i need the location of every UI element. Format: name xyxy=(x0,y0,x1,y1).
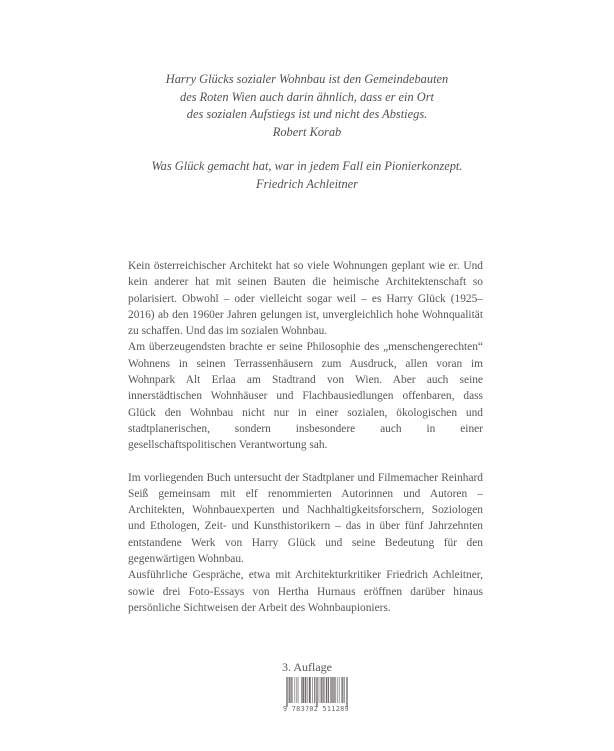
barcode-bar xyxy=(303,677,304,703)
barcode-bar xyxy=(312,677,313,703)
quote-author: Friedrich Achleitner xyxy=(256,176,358,191)
barcode-bar xyxy=(330,677,331,703)
barcode-bar xyxy=(304,677,305,703)
barcode-bar xyxy=(332,677,333,703)
barcode-bar xyxy=(324,677,325,703)
quote-line: Was Glück gemacht hat, war in jedem Fall ein Pionierkonzept. xyxy=(151,159,463,173)
barcode-bar xyxy=(289,677,290,703)
barcode-bar xyxy=(346,677,347,707)
epigraph-quotes xyxy=(0,71,614,193)
barcode-bar xyxy=(323,677,324,703)
barcode-bar xyxy=(309,677,310,703)
blurb-text xyxy=(128,258,483,616)
barcode-bar xyxy=(321,677,322,703)
barcode-bar xyxy=(331,677,332,703)
barcode-bar xyxy=(333,677,334,703)
barcode-bar xyxy=(316,677,317,707)
barcode-bar xyxy=(314,677,315,703)
barcode-bar xyxy=(335,677,336,703)
blurb-paragraph: Kein österreichischer Architekt hat so viele Wohnungen geplant wie er. Und kein anderer hat mit seinen Bauten die heimische Architektenschaft so polarisiert. Obwohl – oder vielleicht sogar weil – es Harry Glück (1925–2016) ab den 1960er Jahren gelungen ist, unvergleichlich hohe Wohnqualität zu schaffen. Und das im sozialen Wohnbau. xyxy=(128,260,483,338)
barcode-bar xyxy=(334,677,335,703)
barcode-bar xyxy=(289,677,290,703)
blurb-paragraph: Im vorliegenden Buch untersucht der Stadtplaner und Filmemacher Reinhard Seiß gemeinsam mit elf renommierten Autorinnen und Autoren – Architekten, Wohnbauexperten und Nachhaltigkeitsforschern, Soziologen und Ethologen, Zeit- und Kunsthistorikern – das in über fünf Jahrzehnten entstandene Werk von Harry Glück und seine Bedeutung für den gegenwärtigen Wohnbau. xyxy=(128,471,483,566)
barcode-bar xyxy=(309,677,310,703)
barcode-bar xyxy=(291,677,292,703)
quote-korab xyxy=(0,71,614,141)
barcode-bar xyxy=(347,677,348,707)
barcode-bar xyxy=(305,677,306,703)
barcode-bar xyxy=(290,677,291,703)
barcode-bar xyxy=(328,677,329,703)
quote-line: des Roten Wien auch darin ähnlich, dass er ein Ort xyxy=(180,89,434,104)
barcode-bar xyxy=(287,677,288,707)
barcode-bar xyxy=(292,677,293,703)
quote-line: des sozialen Aufstiegs ist und nicht des Abstiegs. xyxy=(186,107,428,121)
barcode-bar xyxy=(337,677,338,703)
barcode-bar xyxy=(342,677,343,703)
barcode-bar xyxy=(321,677,322,703)
barcode-bar xyxy=(326,677,327,703)
barcode-bar xyxy=(319,677,320,703)
quote-line: Harry Glücks sozialer Wohnbau ist den Gemeindebauten xyxy=(165,72,449,86)
barcode-bars-icon xyxy=(286,677,348,707)
barcode-bar xyxy=(317,677,318,707)
barcode-bar xyxy=(298,677,299,703)
barcode-bar xyxy=(310,677,311,703)
barcode-bar xyxy=(326,677,327,703)
barcode-bar xyxy=(339,677,340,703)
barcode-bar xyxy=(296,677,297,703)
blurb-paragraph: Am überzeugendsten brachte er seine Philosophie des „menschengerechten“ Wohnens in seinen Terrassenhäusern zum Ausdruck, allen voran im Wohnpark Alt Erlaa am Stadtrand von Wien. Aber auch seine innerstädtischen Wohnhäuser und Flachbausiedlungen offenbaren, dass Glück den Wohnbau nicht nur in einer sozialen, ökologischen und stadtplanerischen, sondern insbesondere auch in einer gesellschaftspolitischen Verantwortung sah. xyxy=(128,341,483,452)
barcode-digits: 9 783702 511289 xyxy=(283,705,349,713)
blurb-paragraph: Ausführliche Gespräche, etwa mit Architekturkritiker Friedrich Achleitner, sowie drei Foto-Essays von Hertha Hurnaus eröffnen darüber hinaus persönliche Sichtweisen der Arbeit des Wohnbaupioniers. xyxy=(128,569,483,614)
barcode-bar xyxy=(344,677,345,703)
quote-achleitner xyxy=(0,158,614,193)
isbn-barcode xyxy=(283,677,349,715)
barcode-bar xyxy=(306,677,307,703)
barcode-bar xyxy=(322,677,323,703)
barcode-bar xyxy=(301,677,302,703)
barcode-bar xyxy=(307,677,308,703)
barcode-bar xyxy=(302,677,303,703)
edition-label: 3. Auflage xyxy=(282,660,332,674)
barcode-bar xyxy=(286,677,287,707)
barcode-bar xyxy=(294,677,295,703)
barcode-bar xyxy=(343,677,344,703)
barcode-bar xyxy=(328,677,329,703)
barcode-bar xyxy=(341,677,342,703)
quote-author: Robert Korab xyxy=(272,124,342,139)
barcode-bar xyxy=(315,677,316,703)
